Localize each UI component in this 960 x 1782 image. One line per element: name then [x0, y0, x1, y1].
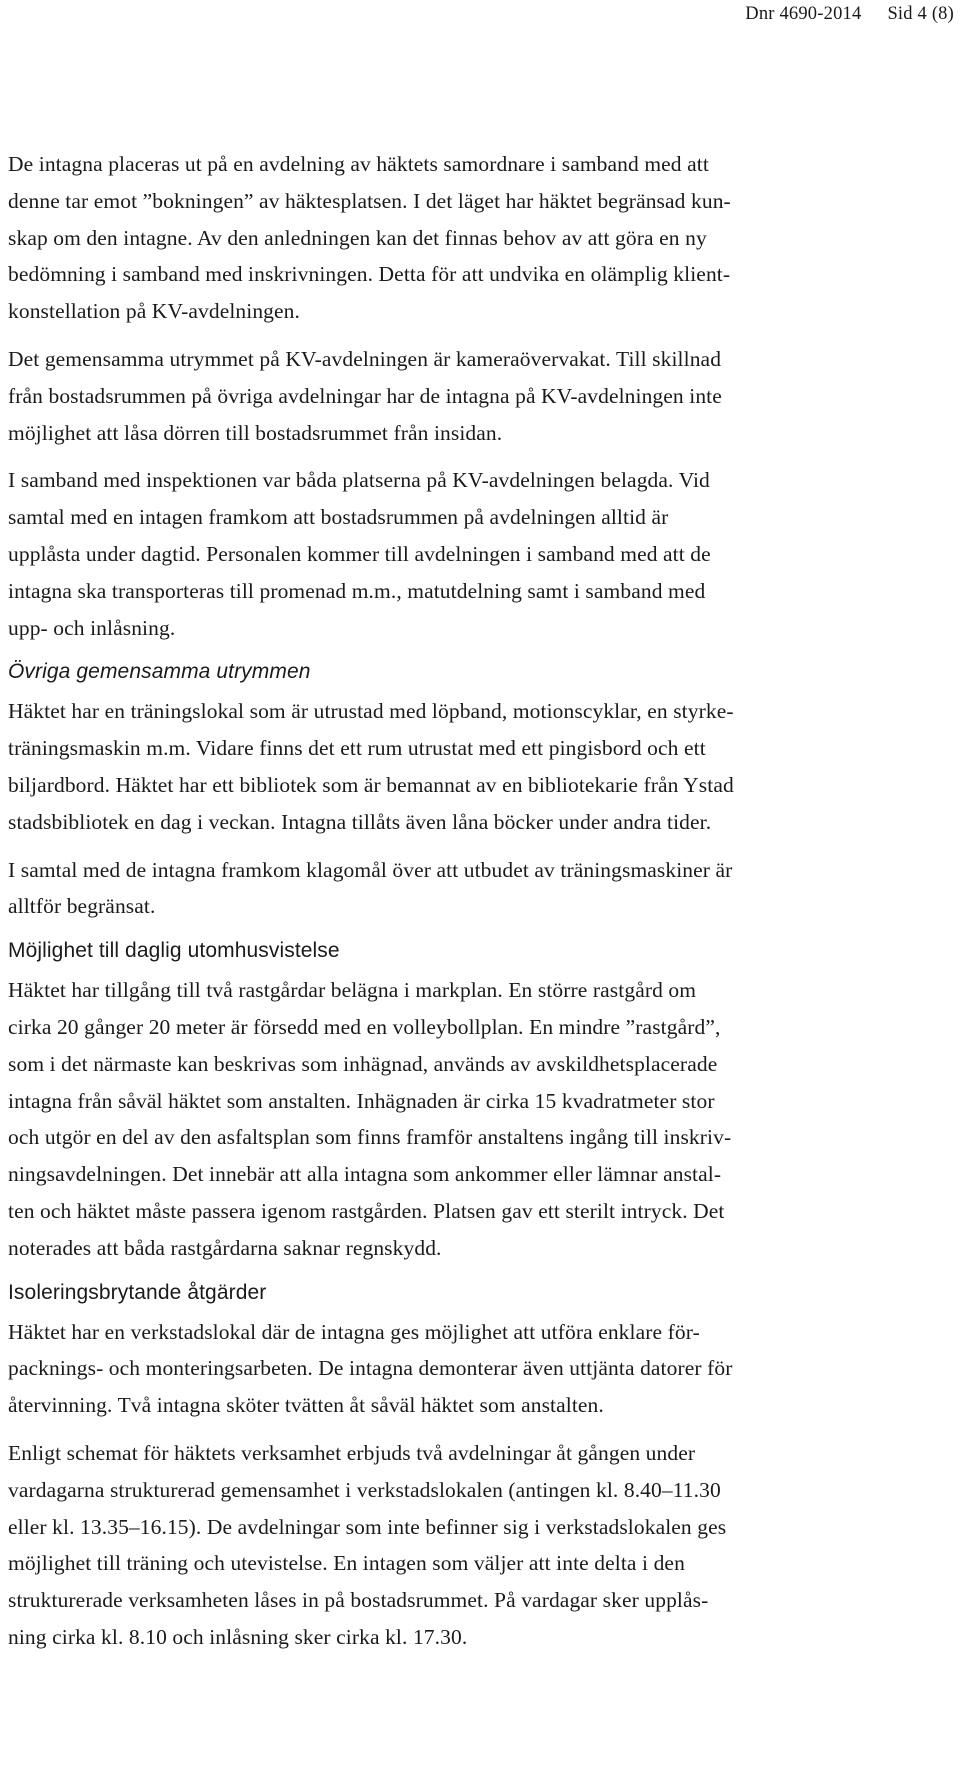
- paragraph-inspection: [8, 462, 880, 646]
- text-line: cirka 20 gånger 20 meter är försedd med en volleybollplan. En mindre ”rastgård”,: [8, 1014, 721, 1039]
- text-line: ten och häktet måste passera igenom rastgården. Platsen gav ett sterilt intryck. Det: [8, 1198, 725, 1223]
- section-heading-outdoor: Möjlighet till daglig utomhusvistelse: [8, 939, 340, 963]
- paragraph-yards: [8, 972, 880, 1266]
- text-line: bedömning i samband med inskrivningen. Detta för att undvika en olämplig klient-: [8, 262, 731, 287]
- text-line: möjlighet att låsa dörren till bostadsrummet från insidan.: [8, 420, 503, 445]
- text-line: vardagarna strukturerad gemensamhet i verkstadslokalen (antingen kl. 8.40–11.30: [8, 1477, 721, 1502]
- text-line: Häktet har tillgång till två rastgårdar belägna i markplan. En större rastgård om: [8, 978, 697, 1003]
- text-line: intagna ska transporteras till promenad m.m., matutdelning samt i samband med: [8, 578, 706, 603]
- paragraph-camera: [8, 341, 880, 451]
- paragraph-complaints: [8, 852, 880, 926]
- text-line: noterades att båda rastgårdarna saknar regnskydd.: [8, 1235, 442, 1260]
- text-line: Häktet har en verkstadslokal där de intagna ges möjlighet att utföra enklare för-: [8, 1319, 700, 1344]
- text-line: intagna från såväl häktet som anstalten. Inhägnaden är cirka 15 kvadratmeter stor: [8, 1088, 715, 1113]
- text-line: alltför begränsat.: [8, 894, 156, 919]
- text-line: ningsavdelningen. Det innebär att alla intagna som ankommer eller lämnar anstal-: [8, 1162, 722, 1187]
- document-body: [8, 146, 880, 1656]
- page-number: Sid 4 (8): [887, 4, 954, 24]
- text-line: packnings- och monteringsarbeten. De intagna demonterar även uttjänta datorer för: [8, 1356, 733, 1381]
- text-line: samtal med en intagen framkom att bostadsrummen på avdelningen alltid är: [8, 505, 669, 530]
- document-number: Dnr 4690-2014: [745, 4, 862, 24]
- text-line: upplåsta under dagtid. Personalen kommer till avdelningen i samband med att de: [8, 541, 711, 566]
- text-line: återvinning. Två intagna sköter tvätten åt såväl häktet som anstalten.: [8, 1393, 604, 1418]
- text-line: biljardbord. Häktet har ett bibliotek som är bemannat av en bibliotekarie från Ystad: [8, 772, 734, 797]
- text-line: Häktet har en träningslokal som är utrustad med löpband, motionscyklar, en styrke-: [8, 699, 734, 724]
- text-line: De intagna placeras ut på en avdelning av häktets samordnare i samband med att: [8, 152, 709, 176]
- text-line: ning cirka kl. 8.10 och inlåsning sker cirka kl. 17.30.: [8, 1624, 468, 1649]
- text-line: upp- och inlåsning.: [8, 615, 176, 640]
- page-header: [745, 4, 954, 25]
- text-line: som i det närmaste kan beskrivas som inhägnad, används av avskildhetsplacerade: [8, 1051, 718, 1076]
- paragraph-workshop: [8, 1314, 880, 1424]
- text-line: Enligt schemat för häktets verksamhet erbjuds två avdelningar åt gången under: [8, 1440, 696, 1465]
- text-line: konstellation på KV-avdelningen.: [8, 299, 301, 324]
- text-line: I samband med inspektionen var båda platserna på KV-avdelningen belagda. Vid: [8, 468, 710, 493]
- text-line: träningsmaskin m.m. Vidare finns det ett rum utrustat med ett pingisbord och ett: [8, 736, 706, 761]
- text-line: Det gemensamma utrymmet på KV-avdelningen är kameraövervakat. Till skillnad: [8, 346, 722, 371]
- text-line: och utgör en del av den asfaltsplan som finns framför anstaltens ingång till inskriv-: [8, 1125, 732, 1150]
- paragraph-schedule: [8, 1435, 880, 1656]
- text-line: I samtal med de intagna framkom klagomål över att utbudet av träningsmaskiner är: [8, 857, 733, 882]
- text-line: eller kl. 13.35–16.15). De avdelningar som inte befinner sig i verkstadslokalen ges: [8, 1514, 727, 1539]
- section-heading-common-spaces: Övriga gemensamma utrymmen: [8, 660, 311, 684]
- text-line: skap om den intagne. Av den anledningen kan det finnas behov av att göra en ny: [8, 225, 707, 250]
- paragraph-placement: [8, 146, 880, 330]
- text-line: möjlighet till träning och utevistelse. En intagen som väljer att inte delta i den: [8, 1551, 685, 1576]
- text-line: från bostadsrummen på övriga avdelningar har de intagna på KV-avdelningen inte: [8, 383, 722, 408]
- text-line: stadsbibliotek en dag i veckan. Intagna tillåts även låna böcker under andra tider.: [8, 809, 712, 834]
- text-line: strukturerade verksamheten låses in på bostadsrummet. På vardagar sker upplås-: [8, 1588, 709, 1613]
- section-heading-isolation: Isoleringsbrytande åtgärder: [8, 1280, 267, 1304]
- text-line: denne tar emot ”bokningen” av häktesplatsen. I det läget har häktet begränsad kun-: [8, 188, 731, 213]
- paragraph-training: [8, 693, 880, 840]
